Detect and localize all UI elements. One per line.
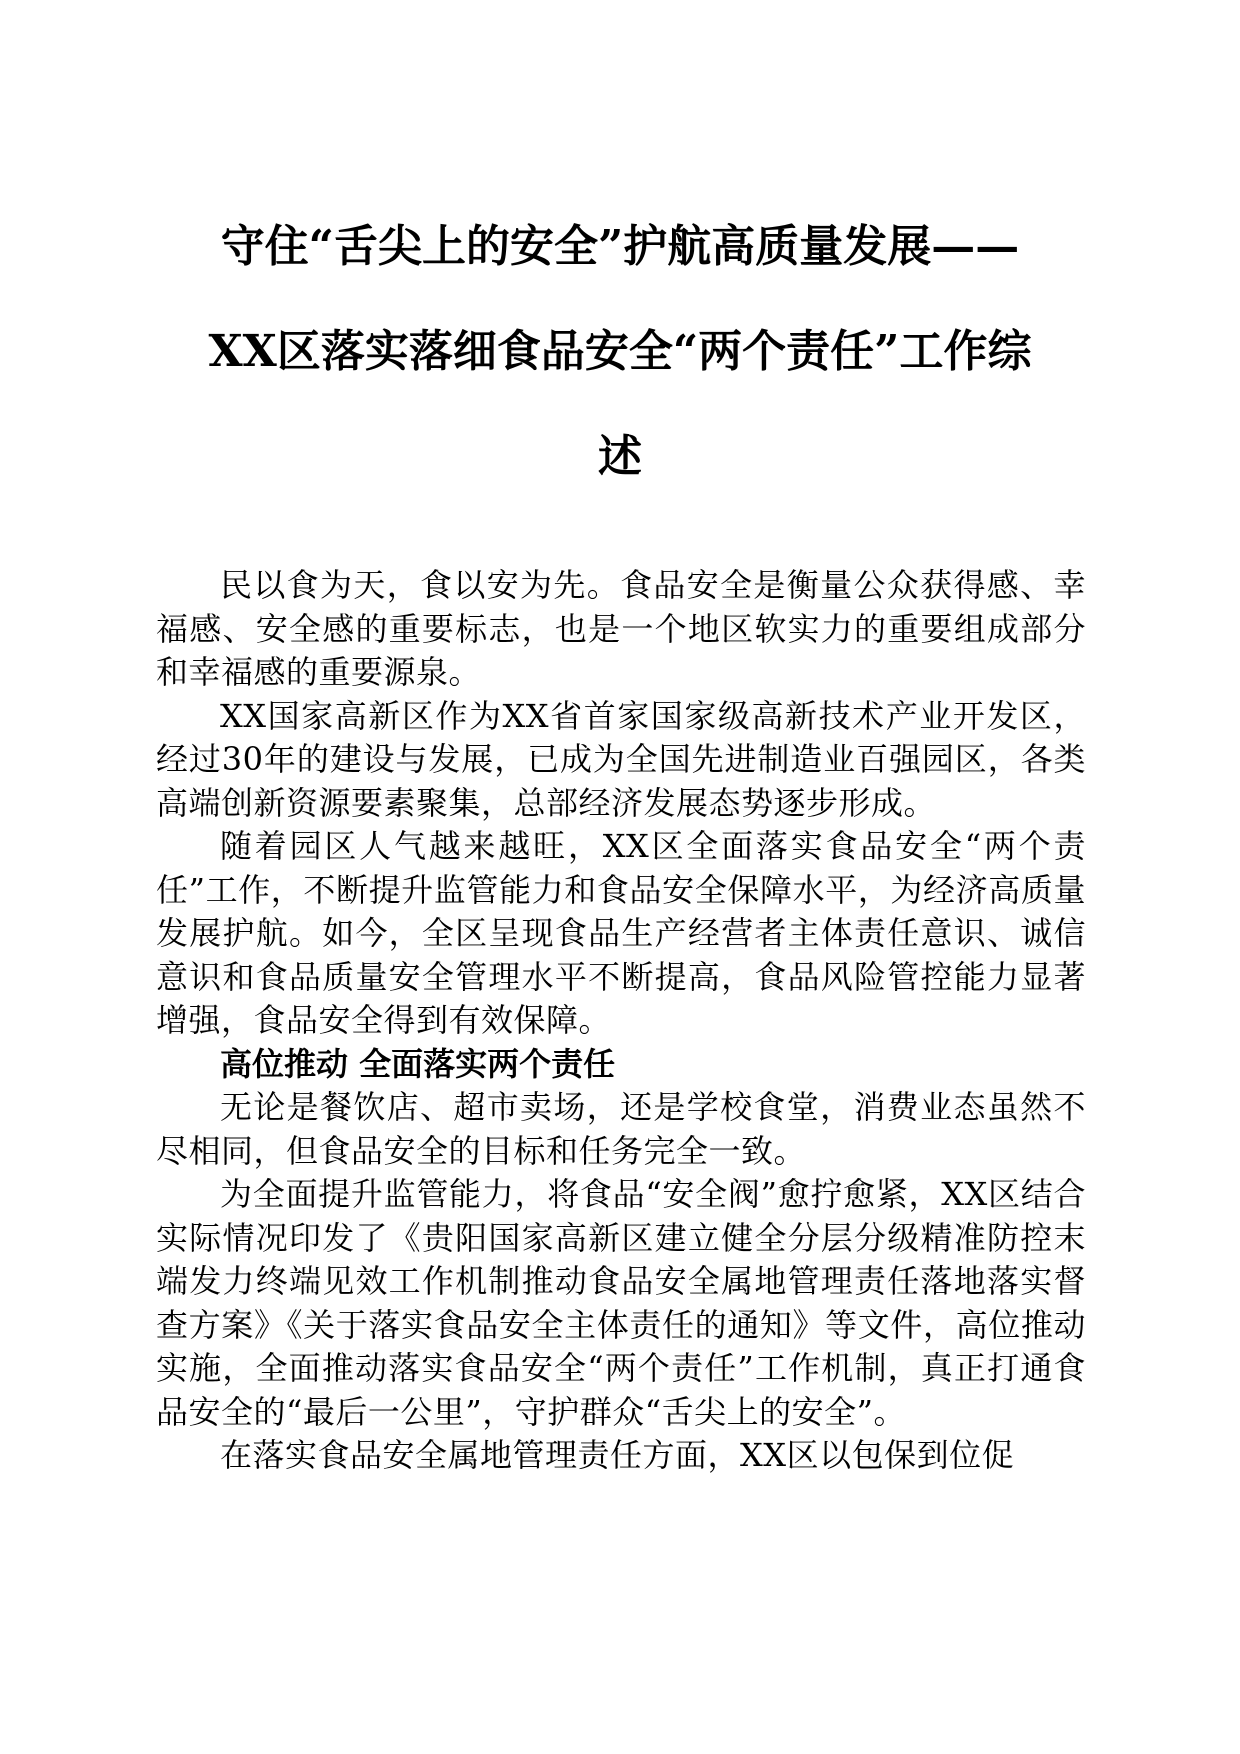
paragraph-overview: 随着园区人气越来越旺，XX区全面落实食品安全“两个责任”工作，不断提升监管能力和食品安全保障水平，为经济高质量发展护航。如今，全区呈现食品生产经营者主体责任意识、诚信意识和食品质量安全管理水平不断提高，食品风险管控能力显著增强，食品安全得到有效保障。 bbox=[156, 827, 1086, 1039]
paragraph-background: XX国家高新区作为XX省首家国家级高新技术产业开发区，经过30年的建设与发展，已成为全国先进制造业百强园区，各类高端创新资源要素聚集，总部经济发展态势逐步形成。 bbox=[156, 696, 1086, 822]
title-line-2: XX区落实落细食品安全“两个责任”工作综 bbox=[208, 326, 1032, 377]
paragraph-intro: 民以食为天，食以安为先。食品安全是衡量公众获得感、幸福感、安全感的重要标志，也是一个地区软实力的重要组成部分和幸福感的重要源泉。 bbox=[156, 566, 1086, 691]
section-heading: 高位推动 全面落实两个责任 bbox=[220, 1044, 616, 1083]
document-title bbox=[150, 221, 1090, 540]
paragraph-consumption: 无论是餐饮店、超市卖场，还是学校食堂，消费业态虽然不尽相同，但食品安全的目标和任务完全一致。 bbox=[156, 1088, 1086, 1170]
title-line-1: 守住“舌尖上的安全”护航高质量发展—— bbox=[220, 221, 1020, 272]
paragraph-territorial: 在落实食品安全属地管理责任方面，XX区以包保到位促 bbox=[220, 1436, 1015, 1474]
document-body bbox=[156, 564, 1086, 1478]
paragraph-measures: 为全面提升监管能力，将食品“安全阀”愈拧愈紧，XX区结合实际情况印发了《贵阳国家高新区建立健全分层分级精准防控末端发力终端见效工作机制推动食品安全属地管理责任落地落实督查方案》《关于落实食品安全主体责任的通知》等文件，高位推动实施，全面推动落实食品安全“两个责任”工作机制，真正打通食品安全的“最后一公里”，守护群众“舌尖上的安全”。 bbox=[156, 1175, 1086, 1431]
title-line-3: 述 bbox=[598, 431, 642, 482]
